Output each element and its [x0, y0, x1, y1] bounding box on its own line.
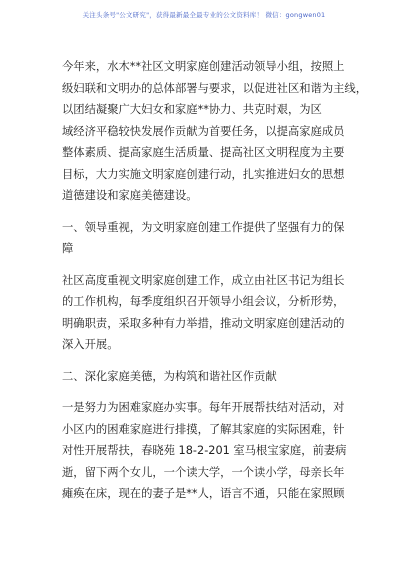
- intro-line: 今年来，水木**社区文明家庭创建活动领导小组，按照上: [62, 60, 345, 73]
- section1-line: 的工作机构，每季度组织召开领导小组会议，分析形势，: [62, 295, 345, 308]
- section1-line: 明确职责，采取多种有力举措，推动文明家庭创建活动的: [62, 316, 345, 330]
- section1-paragraph: [62, 270, 354, 356]
- section1-line: 社区高度重视文明家庭创建工作，成立由社区书记为组长: [62, 273, 345, 287]
- intro-line: 整体素质、提高家庭生活质量、提高社区文明程度为主要: [62, 146, 345, 159]
- intro-line: 道德建设和家庭美德建设。: [62, 189, 198, 202]
- section2-line: 一是努力为困难家庭办实事。每年开展帮扶结对活动，对: [62, 401, 345, 414]
- section1-heading-line: 一、领导重视，为文明家庭创建工作提供了坚强有力的保: [62, 220, 345, 234]
- section2-line: 小区内的困难家庭进行排摸，了解其家庭的实际困难，针: [62, 422, 345, 436]
- section2-line: 对性开展帮扶，春晓苑 18-2-201 室马根宝家庭，前妻病: [62, 444, 347, 457]
- document-body: [62, 56, 368, 505]
- section1-heading-line: 障: [62, 242, 74, 255]
- promo-header: 关注头条号"公文研究"，获得最新最全最专业的公文资料库！ 微信：gongwen01: [82, 11, 326, 19]
- intro-line: 以团结凝聚广大妇女和家庭**协力、共克时艰，为区: [62, 103, 322, 116]
- section2-heading: [62, 366, 354, 388]
- intro-paragraph: [62, 56, 368, 207]
- section1-line: 深入开展。: [62, 338, 119, 351]
- intro-line: 域经济平稳较快发展作贡献为首要任务，以提高家庭成员: [62, 124, 345, 138]
- intro-line: 目标，大力实施文明家庭创建行动，扎实推进妇女的思想: [62, 167, 345, 181]
- section2-line: 逝，留下两个女儿，一个读大学，一个读小学，母亲长年: [62, 465, 345, 479]
- section2-line: 瘫痪在床，现在的妻子是**人，语言不通，只能在家照顾: [62, 487, 345, 500]
- section2-paragraph: [62, 397, 354, 505]
- intro-line: 级妇联和文明办的总体部署与要求，以促进社区和谐为主线，: [62, 81, 368, 95]
- section2-heading-line: 二、深化家庭美德，为构筑和谐社区作贡献: [62, 369, 277, 383]
- section1-heading: [62, 217, 354, 260]
